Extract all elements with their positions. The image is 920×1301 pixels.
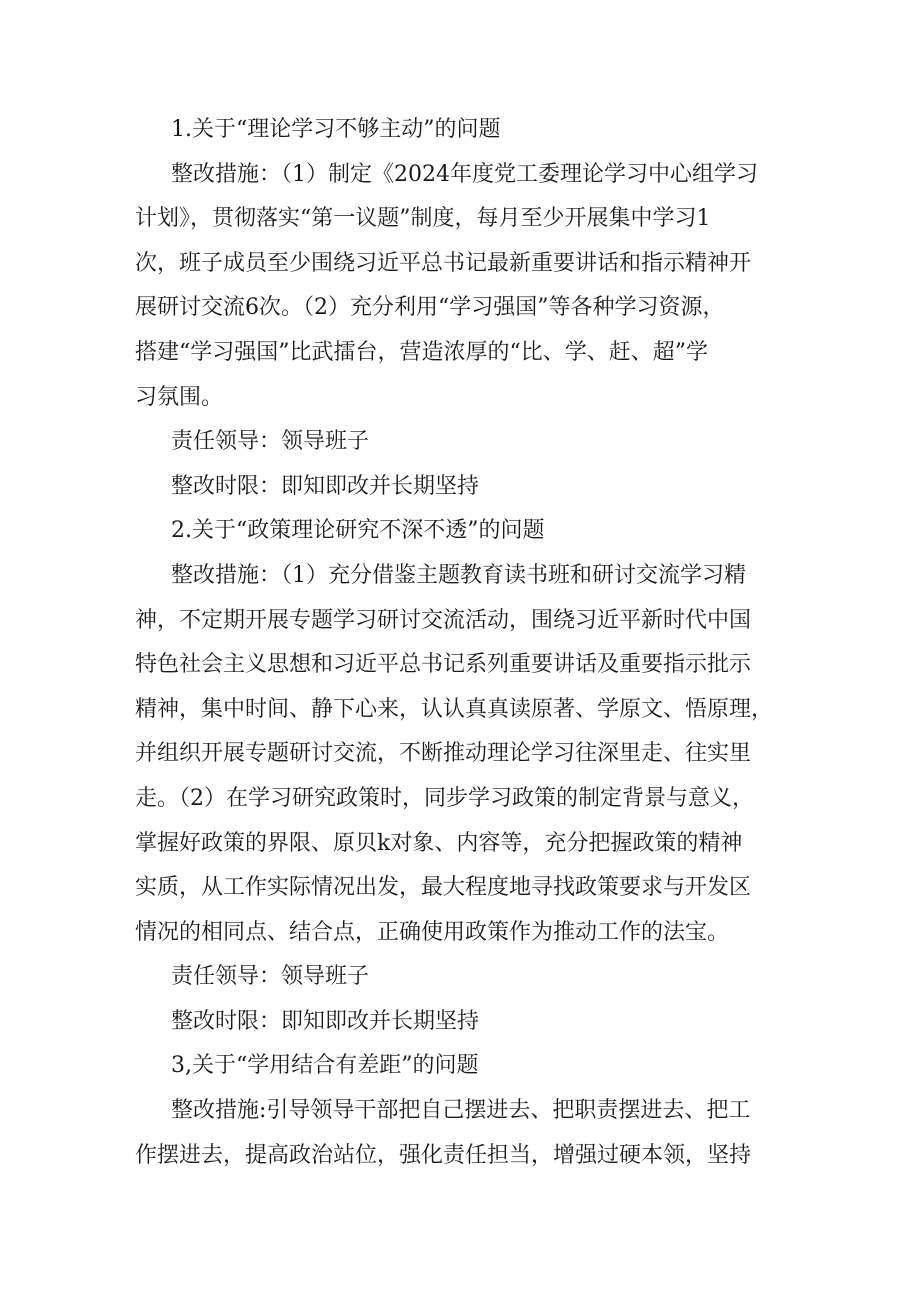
responsible-leader: 责任领导：领导班子 xyxy=(171,429,370,455)
measures-text-line: 展研讨交流6次。（2）充分利用“学习强国”等各种学习资源， xyxy=(135,295,725,321)
section-heading: 2.关于“政策理论研究不深不透”的问题 xyxy=(171,518,545,544)
measures-text-line: 搭建“学习强国”比武擂台，营造浓厚的“比、学、赶、超”学 xyxy=(135,339,708,365)
section-heading: 1.关于“理论学习不够主动”的问题 xyxy=(171,117,501,142)
measures-text-line: 精神，集中时间、静下心来，认认真真读原著、学原文、悟原理， xyxy=(135,696,774,722)
measures-text-line: 掌握好政策的界限、原贝k对象、内容等，充分把握政策的精神 xyxy=(135,830,743,856)
measures-text-line: 计划》，贯彻落实“第一议题”制度，每月至少开展集中学习1 xyxy=(135,206,711,232)
measures-text-line: 作摆进去，提高政治站位，强化责任担当，增强过硬本领，坚持 xyxy=(135,1142,752,1168)
measures-text-line: 整改措施：（1）充分借鉴主题教育读书班和研讨交流学习精 xyxy=(171,562,746,588)
responsible-leader: 责任领导：领导班子 xyxy=(171,964,370,990)
measures-text-line: 实质，从工作实际情况出发，最大程度地寻找政策要求与开发区 xyxy=(135,875,752,901)
measures-text-line: 习氛围。 xyxy=(135,384,224,410)
document-body xyxy=(135,108,800,1178)
measures-text-line: 情况的相同点、结合点，正确使用政策作为推动工作的法宝。 xyxy=(135,919,730,945)
measures-text-line: 次，班子成员至少围绕习近平总书记最新重要讲话和指示精神开 xyxy=(135,250,752,276)
measures-text-line: 整改措施：（1）制定《2024年度党工委理论学习中心组学习 xyxy=(171,161,758,187)
measures-text-line: 整改措施:引导领导干部把自己摆进去、把职责摆进去、把工 xyxy=(171,1098,751,1124)
rectification-deadline: 整改时限：即知即改并长期坚持 xyxy=(171,473,480,499)
measures-text-line: 神，不定期开展专题学习研讨交流活动，围绕习近平新时代中国 xyxy=(135,607,752,633)
measures-text-line: 走。（2）在学习研究政策时，同步学习政策的制定背景与意义， xyxy=(135,785,754,811)
measures-text-line: 并组织开展专题研讨交流，不断推动理论学习往深里走、往实里 xyxy=(135,741,752,767)
measures-text-line: 特色社会主义思想和习近平总书记系列重要讲话及重要指示批示 xyxy=(135,652,752,678)
rectification-deadline: 整改时限：即知即改并长期坚持 xyxy=(171,1008,480,1034)
section-heading: 3,关于“学用结合有差距”的问题 xyxy=(171,1053,479,1079)
